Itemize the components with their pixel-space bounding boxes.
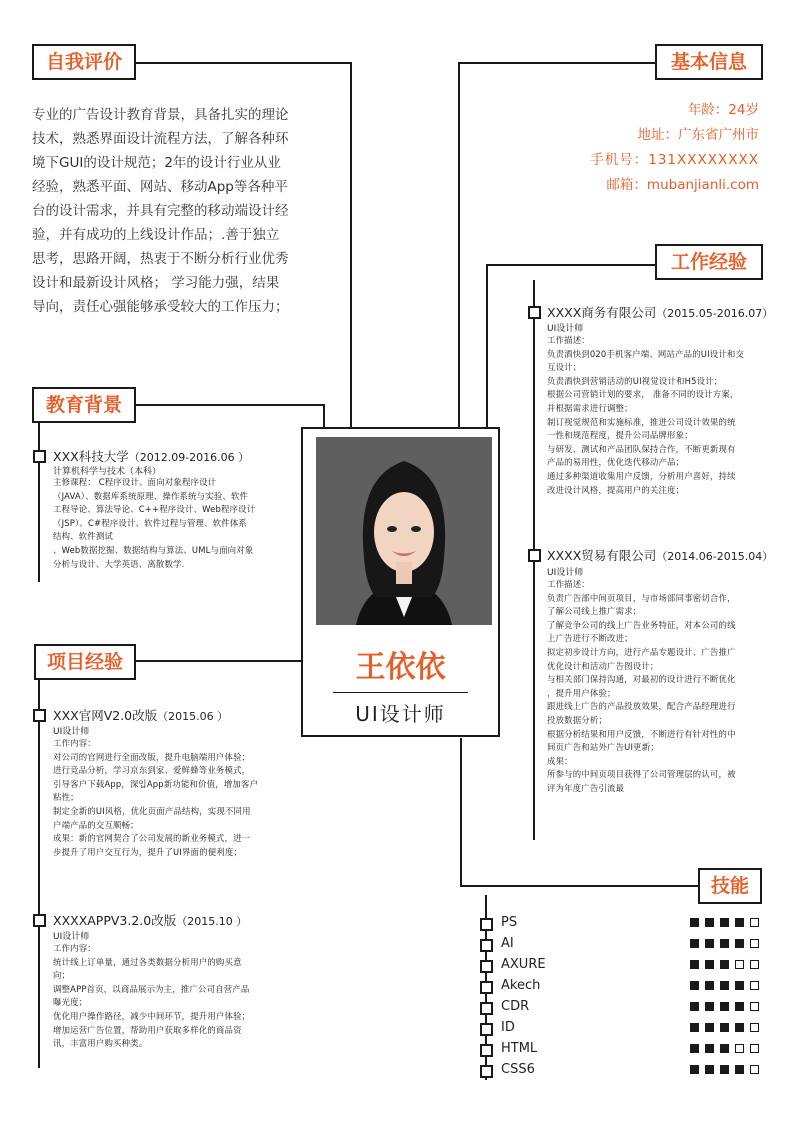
- self-eval-line: 思考，思路开阔，热衷于不断分析行业优秀: [32, 251, 289, 267]
- project-line: 向；: [53, 970, 71, 981]
- project-line: 优化用户操作路径，减少中间环节，提升用户体验；: [53, 1010, 251, 1021]
- skill-name: Akech: [501, 978, 541, 993]
- skill-dot-filled: [735, 1002, 744, 1011]
- work-line: 负责酒快到营销活动的UI视觉设计和H5设计；: [547, 375, 723, 386]
- school-name: XXX科技大学: [53, 449, 129, 464]
- project-name: XXXXAPPV3.2.0改版: [53, 913, 177, 928]
- skill-name: ID: [501, 1020, 515, 1035]
- work-line: 跟进线上广告的产品投放效果，配合产品经理进行: [547, 701, 736, 712]
- work-line: 与相关部门保持沟通，对最初的设计进行不断优化: [547, 674, 736, 685]
- self-eval-line: 台的设计需求，并具有完整的移动端设计经: [32, 203, 289, 219]
- project-line: 统计线上订单量，通过各类数据分析用户的购买意: [53, 956, 242, 967]
- education-line: （JAVA）、数据库系统原理、操作系统与实验、软件: [53, 490, 249, 501]
- skill-dot-filled: [705, 1002, 714, 1011]
- skill-dot-filled: [720, 918, 729, 927]
- skill-dot-filled: [705, 1044, 714, 1053]
- skill-dot-empty: [750, 960, 759, 969]
- project-line: 增加运营广告位置，帮助用户获取多样化的商品资: [53, 1024, 242, 1035]
- project-marker: [33, 914, 46, 927]
- work-position: UI设计师: [547, 324, 584, 334]
- skill-dot-filled: [705, 1023, 714, 1032]
- work-line: 间页广告和站外广告UI更新；: [547, 742, 659, 753]
- self-eval-line: 经验，熟悉平面、网站、移动App等各种平: [32, 179, 288, 195]
- education-desc: [53, 476, 273, 571]
- project-name: XXX官网V2.0改版: [53, 708, 158, 723]
- skill-marker: [480, 1002, 493, 1015]
- skill-level: [690, 1044, 759, 1053]
- skill-name: CSS6: [501, 1062, 535, 1077]
- work-line: 工作描述：: [547, 335, 590, 345]
- skill-marker: [480, 960, 493, 973]
- skill-name: PS: [501, 915, 518, 930]
- profile-name: 王依依: [355, 650, 446, 685]
- skill-marker: [480, 981, 493, 994]
- work-heading: [547, 546, 773, 564]
- skill-marker: [480, 939, 493, 952]
- self-eval-text: [32, 103, 312, 319]
- skill-dot-empty: [750, 1023, 759, 1032]
- skill-name: CDR: [501, 999, 530, 1014]
- skill-level: [690, 1002, 759, 1011]
- work-title: 工作经验: [655, 244, 763, 280]
- work-line: 改进设计风格，提高用户的关注度；: [547, 484, 685, 495]
- work-period: （2014.06-2015.04）: [656, 550, 774, 563]
- work-period: （2015.05-2016.07）: [656, 307, 774, 320]
- skill-level: [690, 981, 759, 990]
- skill-dot-filled: [690, 1065, 699, 1074]
- skill-marker: [480, 918, 493, 931]
- skill-dot-filled: [735, 1023, 744, 1032]
- skill-dot-filled: [690, 1044, 699, 1053]
- education-line: 、Web数据挖掘、数据结构与算法、UML与面向对象: [53, 544, 254, 555]
- skill-level: [690, 1023, 759, 1032]
- skill-dot-filled: [705, 1065, 714, 1074]
- project-marker: [33, 709, 46, 722]
- project-line: 工作内容：: [53, 943, 96, 953]
- skill-dot-filled: [720, 939, 729, 948]
- skill-name: AXURE: [501, 957, 546, 972]
- work-line: 工作描述：: [547, 579, 590, 589]
- skill-dot-empty: [750, 1044, 759, 1053]
- work-line: 通过多种渠道收集用户反馈，分析用户喜好，持续: [547, 470, 736, 481]
- work-marker: [528, 549, 541, 562]
- work-line: 拟定初步设计方向，进行产品专题设计、广告推广: [547, 646, 736, 657]
- project-line: 讯，丰富用户购买种类。: [53, 1038, 148, 1049]
- project-period: （2015.10 ）: [176, 915, 248, 928]
- skill-dot-empty: [750, 981, 759, 990]
- skill-dot-filled: [690, 1002, 699, 1011]
- project-line: 成果：新的官网契合了公司发展的新业务模式，进一: [53, 833, 251, 844]
- skill-dot-empty: [735, 960, 744, 969]
- education-line: 主修课程： C程序设计、面向对象程序设计: [53, 477, 217, 487]
- education-line: （JSP）、C#程序设计、软件过程与管理、软件体系: [53, 517, 248, 528]
- self-eval-line: 专业的广告设计教育背景，具备扎实的理论: [32, 107, 289, 123]
- education-marker: [33, 450, 46, 463]
- phone: 手机号：131XXXXXXXX: [590, 152, 759, 168]
- skill-dot-filled: [720, 1044, 729, 1053]
- work-line: 制订视觉规范和实施标准，推进公司设计效果的统: [547, 416, 736, 427]
- project-line: 调整APP首页，以商品展示为主，推广公司自营产品: [53, 983, 250, 994]
- skill-dot-filled: [705, 960, 714, 969]
- project-line: 步提升了用户交互行为，提升了UI界面的便利度；: [53, 846, 243, 857]
- project-position: UI设计师: [53, 932, 90, 942]
- skill-dot-filled: [690, 981, 699, 990]
- major: 计算机科学与技术（本科）: [53, 467, 162, 477]
- email: 邮箱：mubanjianli.com: [606, 177, 759, 193]
- address: 地址：广东省广州市: [637, 127, 759, 143]
- project-line: 工作内容：: [53, 738, 96, 748]
- self-eval-line: 设计和最新设计风格； 学习能力强，结果: [32, 275, 280, 291]
- skill-dot-empty: [735, 1044, 744, 1053]
- project-position: UI设计师: [53, 727, 90, 737]
- work-marker: [528, 306, 541, 319]
- skill-dot-filled: [705, 918, 714, 927]
- education-line: 结构、软件测试: [53, 531, 114, 542]
- work-line: 了解竞争公司的线上广告业务特征，对本公司的线: [547, 619, 736, 630]
- project-title: 项目经验: [34, 644, 136, 680]
- education-heading: [53, 447, 249, 465]
- skill-dot-empty: [750, 939, 759, 948]
- project-desc: [53, 942, 275, 1051]
- work-line: 并根据需求进行调整；: [547, 402, 633, 413]
- project-line: 粘性；: [53, 792, 79, 803]
- work-line: 成果：: [547, 755, 573, 766]
- project-line: 户端产品的交互顺畅；: [53, 819, 139, 830]
- skill-dot-filled: [690, 918, 699, 927]
- work-heading: [547, 303, 773, 321]
- skill-dot-filled: [735, 939, 744, 948]
- skills-title: 技能: [698, 868, 762, 904]
- work-line: 投放数据分析；: [547, 714, 608, 725]
- work-line: 与研发、测试和产品团队保持合作，不断更新现有: [547, 443, 736, 454]
- profile-card: [301, 427, 500, 737]
- work-position: UI设计师: [547, 568, 584, 578]
- work-line: 一性和规范程度，提升公司品牌形象；: [547, 430, 693, 441]
- work-line: 负责酒快到020手机客户端、网站产品的UI设计和交: [547, 348, 745, 359]
- project-line: 进行竞品分析，学习京东到家、爱鲜蜂等业务模式，: [53, 765, 251, 776]
- work-line: 了解公司线上推广需求；: [547, 606, 642, 617]
- project-desc: [53, 737, 275, 859]
- project-line: 曝光度；: [53, 997, 88, 1008]
- work-line: ，提升用户体验；: [547, 687, 616, 698]
- self-eval-line: 验，并有成功的上线设计作品；.善于独立: [32, 227, 280, 243]
- skill-dot-filled: [690, 939, 699, 948]
- skill-marker: [480, 1065, 493, 1078]
- skill-level: [690, 918, 759, 927]
- skill-level: [690, 939, 759, 948]
- self-eval-line: 技术，熟悉界面设计流程方法，了解各种环: [32, 131, 289, 147]
- skill-dot-filled: [735, 1065, 744, 1074]
- skill-dot-filled: [735, 981, 744, 990]
- work-line: 优化设计和活动广告图设计；: [547, 660, 659, 671]
- skill-dot-empty: [750, 918, 759, 927]
- skill-dot-empty: [750, 1002, 759, 1011]
- education-title: 教育背景: [32, 387, 136, 423]
- skill-dot-filled: [690, 960, 699, 969]
- skill-dot-filled: [720, 981, 729, 990]
- project-line: 引导客户下载App，深입App新功能和价值，增加客户: [53, 778, 259, 789]
- profile-job-title: UI设计师: [355, 702, 446, 726]
- work-line: 根据公司营销计划的要求， 准备不同的设计方案，: [547, 389, 739, 400]
- skill-dot-filled: [720, 1065, 729, 1074]
- skill-dot-filled: [720, 1002, 729, 1011]
- skill-dot-filled: [735, 918, 744, 927]
- project-line: 制定全新的UI风格，优化页面产品结构，实现不同用: [53, 805, 251, 816]
- work-line: 根据分析结果和用户反馈，不断进行有针对性的中: [547, 728, 736, 739]
- skill-level: [690, 1065, 759, 1074]
- work-line: 产品的易用性，优化迭代移动产品；: [547, 457, 685, 468]
- education-line: 工程导论、算法导论、C++程序设计、Web程序设计: [53, 504, 256, 515]
- self-eval-title: 自我评价: [32, 44, 136, 80]
- project-period: （2015.06 ）: [157, 710, 229, 723]
- skill-marker: [480, 1044, 493, 1057]
- skill-dot-filled: [690, 1023, 699, 1032]
- skill-dot-empty: [750, 1065, 759, 1074]
- education-line: 分析与设计、大学英语、离散数学.: [53, 558, 185, 569]
- skill-dot-filled: [720, 960, 729, 969]
- avatar: [316, 437, 492, 625]
- skill-level: [690, 960, 759, 969]
- skill-name: AI: [501, 936, 514, 951]
- basic-info-block: [590, 98, 759, 198]
- company-name: XXXX贸易有限公司: [547, 548, 657, 563]
- project-line: 对公司的官网进行全面改版，提升电脑端用户体验；: [53, 751, 251, 762]
- work-desc: [547, 578, 769, 796]
- work-line: 上广告进行不断改进；: [547, 633, 633, 644]
- skill-dot-filled: [705, 939, 714, 948]
- project-heading: [53, 706, 228, 724]
- skill-marker: [480, 1023, 493, 1036]
- self-eval-line: 导向，责任心强能够承受较大的工作压力；: [32, 299, 289, 315]
- work-line: 互设计；: [547, 362, 582, 373]
- self-eval-line: 境下GUI的设计规范；2年的设计行业从业: [32, 155, 281, 171]
- work-line: 评为年度广告引流最: [547, 782, 625, 793]
- work-line: 负责广告部中间页项目，与市场部同事密切合作，: [547, 592, 736, 603]
- age: 年龄：24岁: [687, 102, 759, 118]
- work-desc: [547, 334, 769, 497]
- skill-name: HTML: [501, 1041, 538, 1056]
- work-line: 所参与的中间页项目获得了公司管理层的认可，被: [547, 769, 736, 780]
- company-name: XXXX商务有限公司: [547, 305, 657, 320]
- divider: [333, 692, 468, 693]
- skill-dot-filled: [705, 981, 714, 990]
- basic-info-title: 基本信息: [655, 44, 763, 80]
- education-period: （2012.09-2016.06 ）: [128, 451, 250, 464]
- project-heading: [53, 911, 247, 929]
- skill-dot-filled: [720, 1023, 729, 1032]
